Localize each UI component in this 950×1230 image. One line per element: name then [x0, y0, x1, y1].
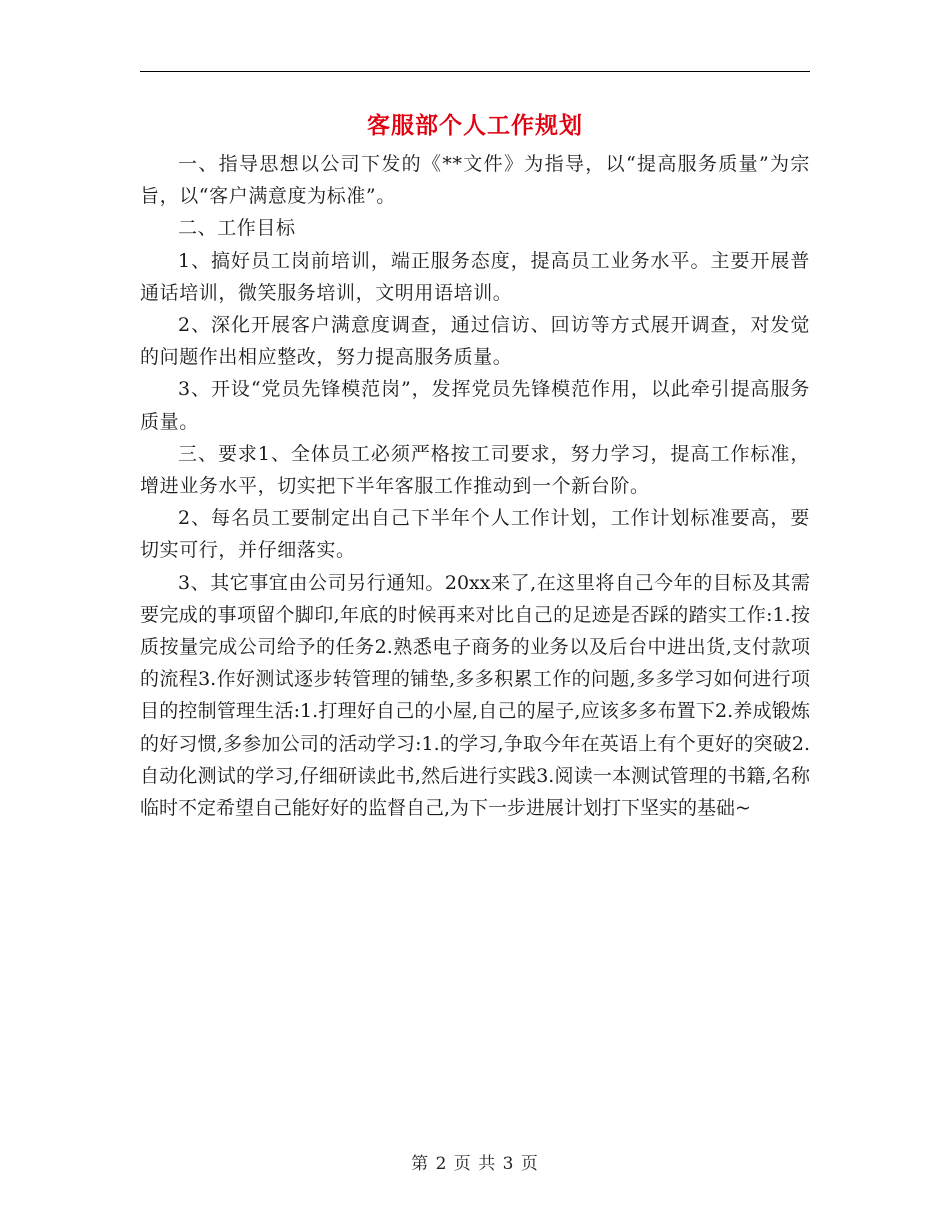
paragraph-guiding-ideology: 一、指导思想以公司下发的《**文件》为指导，以“提高服务质量”为宗旨，以“客户满意度为标准”。 [140, 153, 810, 208]
paragraph-personal-plan: 2、每名员工要制定出自己下半年个人工作计划，工作计划标准要高，要切实可行，并仔细落实。 [140, 507, 810, 562]
document-title: 客服部个人工作规划 [367, 112, 583, 139]
paragraph-goal-training: 1、搞好员工岗前培训，端正服务态度，提高员工业务水平。主要开展普通话培训，微笑服务培训，文明用语培训。 [140, 249, 810, 304]
paragraph-requirements: 三、要求1、全体员工必须严格按工司要求，努力学习，提高工作标准，增进业务水平，切实把下半年客服工作推动到一个新台阶。 [140, 442, 810, 498]
paragraph-goal-survey: 2、深化开展客户满意度调查，通过信访、回访等方式展开调查，对发觉的问题作出相应整改，努力提高服务质量。 [140, 314, 810, 369]
header-rule [140, 71, 810, 72]
paragraph-work-goals-heading: 二、工作目标 [178, 217, 296, 240]
page-number-footer: 第 2 页 共 3 页 [411, 1154, 539, 1174]
paragraph-other-matters: 3、其它事宜由公司另行通知。20xx来了,在这里将自己今年的目标及其需要完成的事项留个脚印,年底的时候再来对比自己的足迹是否踩的踏实工作:1.按质按量完成公司给予的任务2.熟悉电子商务的业务以及后台中进出货,支付款项的流程3.作好测试逐步转管理的铺垫,多多积累工作的问题,多多学习如何进行项目的控制管理生活:1.打理好自己的小屋,自己的屋子,应该多多布置下2.养成锻炼的好习惯,多参加公司的活动学习:1.的学习,争取今年在英语上有个更好的突破2.自动化测试的学习,仔细研读此书,然后进行实践3.阅读一本测试管理的书籍,名称临时不定希望自己能好好的监督自己,为下一步进展计划打下坚实的基础~ [140, 571, 810, 820]
document-body [140, 148, 810, 824]
paragraph-goal-party-post: 3、开设“党员先锋模范岗”，发挥党员先锋模范作用，以此牵引提高服务质量。 [140, 378, 810, 433]
